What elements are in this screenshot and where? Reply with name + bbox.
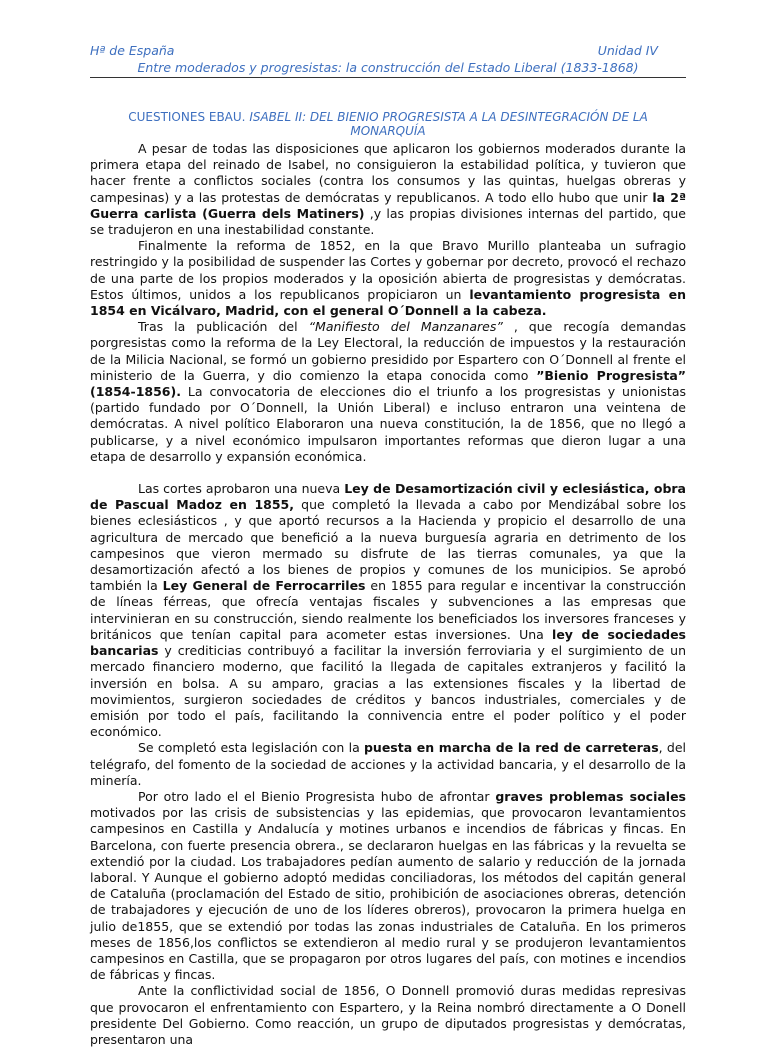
text-run: y crediticias contribuyó a facilitar la inversión ferroviaria y el surgimiento de un mercado financiero moderno, que facilitó la llegada de capitales extranjeros y facilitó la inversión en bolsa. A su amparo, gracias a las extensiones fiscales y la libertad de movimientos, surgieron sociedades de créditos y bancos industriales, comerciales y de emisión por todo el país, facilitando la connivencia entre el poder político y el poder económico. (90, 643, 686, 740)
bold-run: la 2ª Guerra carlista (Guerra dels Matiners) (90, 189, 686, 221)
heading-lead: CUESTIONES EBAU. (128, 110, 246, 124)
text-run: Se completó esta legislación con la (138, 740, 364, 756)
text-run: motivados por las crisis de subsistencias y las epidemias, que provocaron levantamientos campesinos en Castilla y Andalucía y motines urbanos e incendios de fábricas y fincas. En Barcelona, con fuerte presencia obrera., se declararon huelgas en las fábricas y la revuelta se extendió por la ciudad. Los trabajadores pedían aumento de salario y reducción de la jornada laboral. Y Aunque el gobierno adoptó medidas conciliadoras, los métodos del capitán general de Cataluña (proclamación del Estado de sitio, prohibición de asociaciones obreras, detención de trabajadores y ejecución de uno de los líderes obreros), provocaron la primera huelga en julio de1855, que se extendió por todas las zonas industriales de Cataluña. En los primeros meses de 1856,los conflictos se extendieron al medio rural y se produjeron levantamientos campesinos en Castilla, que se propagaron por otros lugares del país, con motines e incendios de fábricas y fincas. (90, 805, 686, 983)
italic-run: “Manifiesto del Manzanares” (308, 319, 503, 335)
paragraph (90, 319, 686, 465)
paragraph (90, 238, 686, 319)
text-run: La convocatoria de elecciones dio el triunfo a los progresistas y unionistas (partido fundado por O´Donnell, la Unión Liberal) e incluso entraron una veintena de demócratas. A nivel político Elaboraron una nueva constitución, la de 1856, que no llegó a publicarse, y a nivel económico impulsaron importantes reformas que dieron lugar a una etapa de desarrollo y expansión económica. (90, 384, 686, 464)
text-run: en 1855 para regular e incentivar la construcción de líneas férreas, que ofrecía ventajas fiscales y subvenciones a las empresas que intervinieran en su construcción, siendo realmente los beneficiados los inversores franceses y británicos que tenían capital para acometer estas inversiones. Una (90, 578, 686, 642)
header-subject: Hª de España (90, 43, 175, 58)
text-run: ,y las propias divisiones internas del partido, que se tradujeron en una inestabilidad constante. (90, 205, 686, 238)
text-run: Las cortes aprobaron una nueva (138, 481, 345, 497)
header-subtitle: Entre moderados y progresistas: la construcción del Estado Liberal (1833-1868) (137, 60, 639, 75)
paragraph (90, 481, 686, 740)
text-run: Por otro lado el el Bienio Progresista hubo de afrontar (138, 788, 496, 804)
bold-run: levantamiento progresista en 1854 en Vicálvaro, Madrid, con el general O´Donnell a la cabeza. (90, 286, 686, 319)
bold-run: ”Bienio Progresista” (1854-1856). (90, 367, 686, 400)
bold-run: Ley General de Ferrocarriles (162, 578, 366, 594)
bold-run: Ley de Desamortización civil y eclesiástica, obra de Pascual Madoz en 1855, (90, 481, 686, 513)
text-run: , que recogía demandas porgresistas como la reforma de la Ley Electoral, la reducción de impuestos y la restauración de la Milicia Nacional, se formó un gobierno presidido por Espartero con O´Donnell al frente el ministerio de la Guerra, y dio comienzo la etapa conocida como (90, 319, 686, 383)
section-heading (90, 110, 686, 138)
text-run: Tras la publicación del (138, 319, 309, 335)
paragraph (90, 789, 686, 983)
document-body (90, 141, 686, 1048)
paragraph (90, 740, 686, 789)
text-run: Ante la conflictividad social de 1856, O Donnell promovió duras medidas represivas que provocaron el enfrentamiento con Espartero, y la Reina nombró directamente a O Donell presidente Del Gobierno. Como reacción, un grupo de diputados progresistas y demócratas, presentaron una (90, 983, 686, 1047)
page-header (90, 42, 686, 78)
text-run: A pesar de todas las disposiciones que aplicaron los gobiernos moderados durante la primera etapa del reinado de Isabel, no consiguieron la estabilidad política, y tuvieron que hacer frente a conflictos sociales (contra los consumos y las quintas, huelgas obreras y campesinas) y a las protestas de demócratas y republicanos. A todo ello hubo que unir (90, 141, 686, 205)
text-run: , del telégrafo, del fomento de la sociedad de acciones y la actividad bancaria, y el desarrollo de la minería. (90, 740, 687, 788)
bold-run: graves problemas sociales (495, 788, 686, 804)
paragraph (90, 983, 686, 1048)
bold-run: puesta en marcha de la red de carreteras (363, 740, 659, 756)
header-unit: Unidad IV (597, 43, 658, 58)
heading-title: ISABEL II: DEL BIENIO PROGRESISTA A LA DESINTEGRACIÓN DE LA MONARQUÍA (245, 110, 648, 138)
text-run: Finalmente la reforma de 1852, en la que Bravo Murillo planteaba un sufragio restringido y la posibilidad de suspender las Cortes y gobernar por decreto, provocó el rechazo de una parte de los propios moderados y la oposición abierta de progresistas y demócratas. Estos últimos, unidos a los republicanos propiciaron un (90, 238, 686, 302)
header-rule (90, 77, 686, 78)
text-run: que completó la llevada a cabo por Mendizábal sobre los bienes eclesiásticos , y que aportó recursos a la Hacienda y propicio el desarrollo de una agricultura de mercado que benefició a la nueva burguesía agraria en detrimento de los campesinos que vieron mermado su disfrute de las tierras comunales, ya que la desamortización afectó a los bienes de propios y comunes de los municipios. Se aprobó también la (90, 497, 686, 594)
paragraph (90, 141, 686, 238)
bold-run: ley de sociedades bancarias (90, 626, 686, 659)
